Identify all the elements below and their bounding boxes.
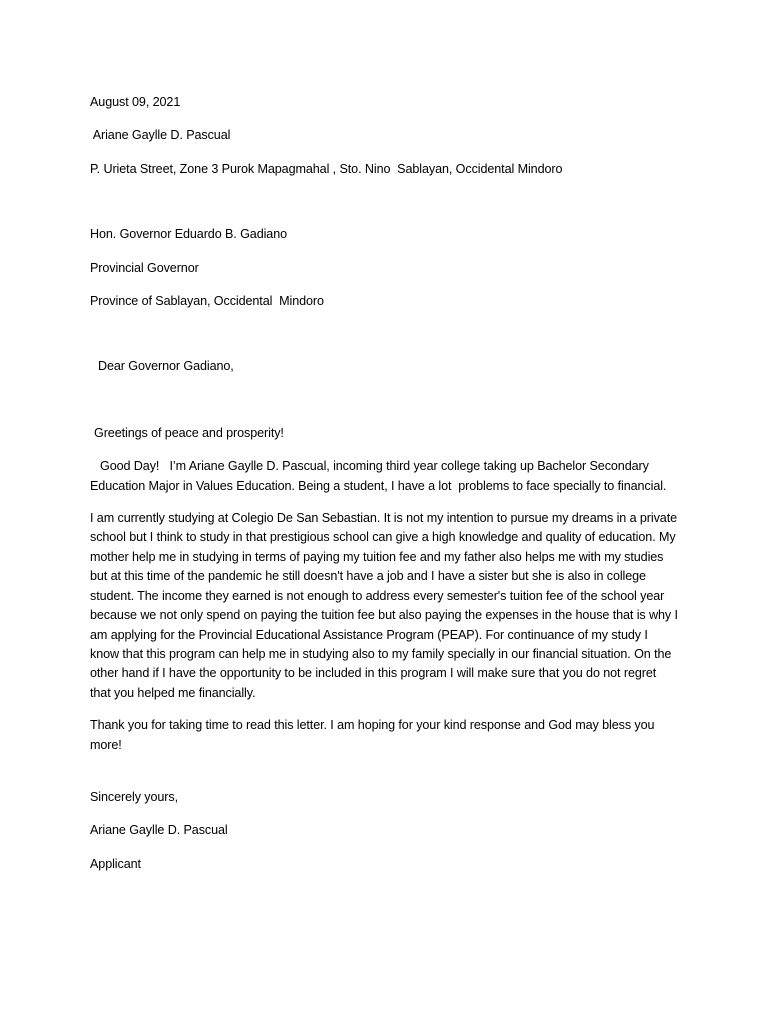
sender-address: P. Urieta Street, Zone 3 Purok Mapagmahal , Sto. Nino Sablayan, Occidental Mindoro bbox=[90, 161, 563, 176]
recipient-title: Provincial Governor bbox=[90, 260, 199, 275]
letter-date: August 09, 2021 bbox=[90, 95, 181, 109]
paragraph-situation: I am currently studying at Colegio De San Sebastian. It is not my intention to pursue my dreams in a private school but I think to study in that prestigious school can give a high knowledge and quality of education. My mother help me in studying in terms of paying my tuition fee and my father also helps me with my studies but at this time of the pandemic he still doesn't have a job and I have a sister but she is also in college student. The income they earned is not enough to address every semester's tuition fee of the school year because we not only spend on paying the tuition fee but also paying the expenses in the house that is why I am applying for the Provincial Educational Assistance Program (PEAP). For continuance of my study I know that this program can help me in studying also to my family specially in our financial situation. On the other hand if I have the opportunity to be included in this program I will make sure that you do not regret that you helped me financially. bbox=[90, 511, 678, 700]
signature-title: Applicant bbox=[90, 856, 141, 871]
paragraph-intro: Good Day! I’m Ariane Gaylle D. Pascual, incoming third year college taking up Bachelor Secondary Education Major in Values Education. Being a student, I have a lot problems to face specially to financial. bbox=[90, 459, 667, 493]
letter-body bbox=[90, 93, 680, 874]
recipient-name: Hon. Governor Eduardo B. Gadiano bbox=[90, 227, 288, 242]
greeting: Greetings of peace and prosperity! bbox=[94, 425, 284, 440]
salutation: Dear Governor Gadiano, bbox=[98, 359, 234, 374]
recipient-address: Province of Sablayan, Occidental Mindoro bbox=[90, 294, 324, 309]
sender-name: Ariane Gaylle D. Pascual bbox=[90, 128, 231, 143]
paragraph-thanks: Thank you for taking time to read this letter. I am hoping for your kind response and God may bless you more! bbox=[90, 718, 655, 752]
closing: Sincerely yours, bbox=[90, 789, 178, 804]
signature-name: Ariane Gaylle D. Pascual bbox=[90, 823, 228, 838]
